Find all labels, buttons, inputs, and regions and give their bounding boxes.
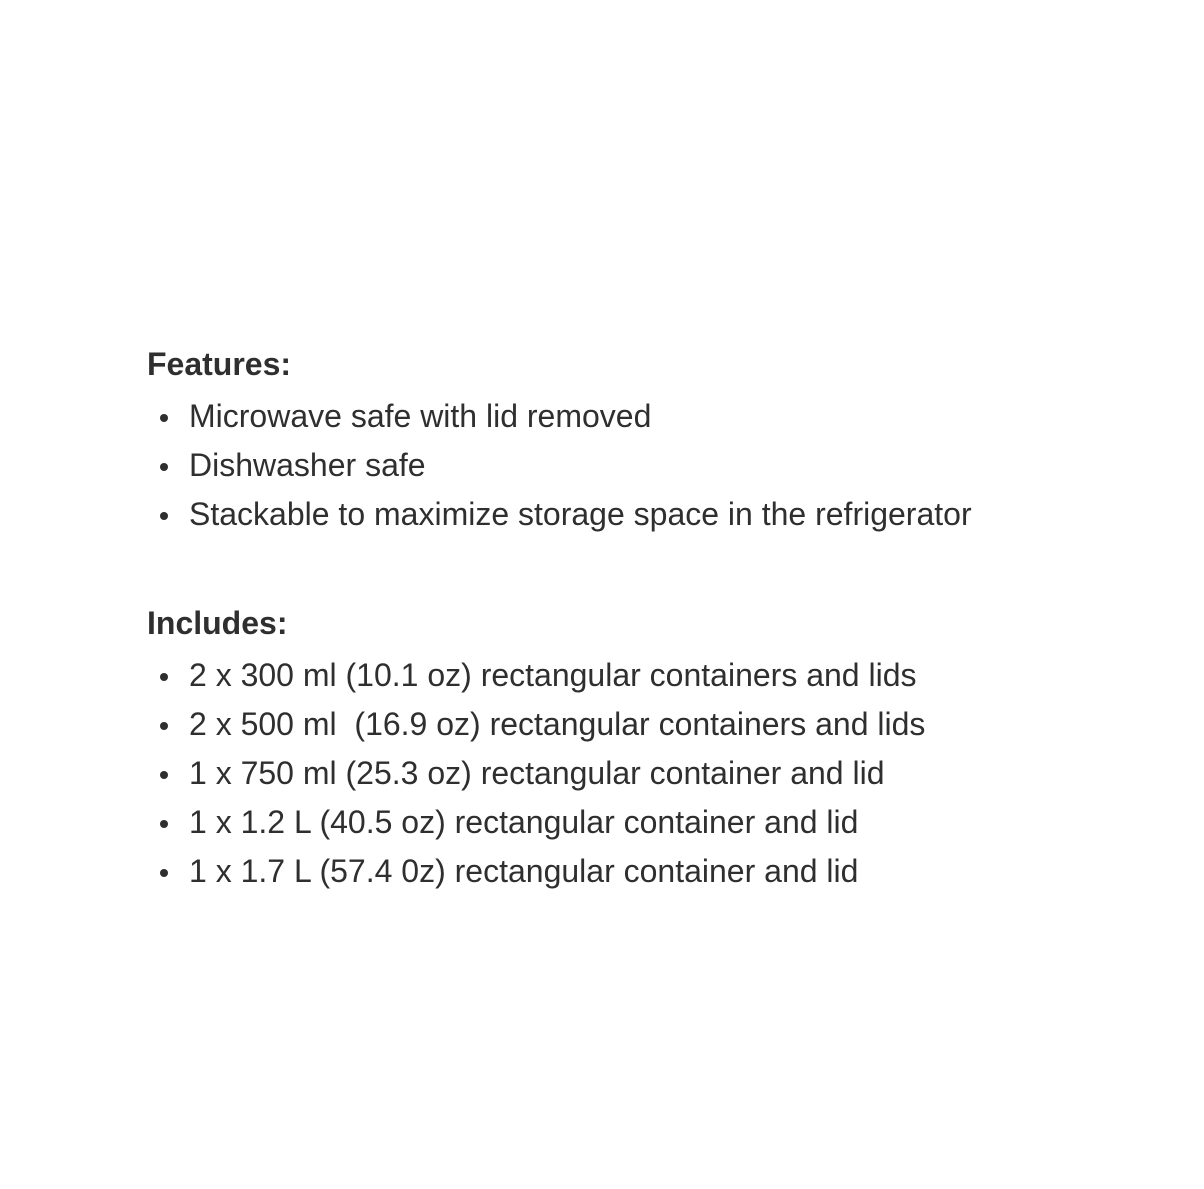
features-list-item: Stackable to maximize storage space in the refrigerator: [147, 490, 972, 539]
includes-list-item: 1 x 1.7 L (57.4 0z) rectangular container and lid: [147, 847, 925, 896]
includes-section: [147, 603, 925, 896]
includes-list-item: 2 x 500 ml (16.9 oz) rectangular containers and lids: [147, 700, 925, 749]
features-list-item: Microwave safe with lid removed: [147, 392, 972, 441]
includes-heading: Includes:: [147, 605, 288, 641]
features-list-item: Dishwasher safe: [147, 441, 972, 490]
includes-list: [147, 651, 925, 896]
includes-list-item: 2 x 300 ml (10.1 oz) rectangular containers and lids: [147, 651, 925, 700]
features-list: [147, 392, 972, 539]
includes-list-item: 1 x 750 ml (25.3 oz) rectangular container and lid: [147, 749, 925, 798]
features-section: [147, 344, 972, 539]
features-heading: Features:: [147, 346, 292, 382]
includes-list-item: 1 x 1.2 L (40.5 oz) rectangular container and lid: [147, 798, 925, 847]
